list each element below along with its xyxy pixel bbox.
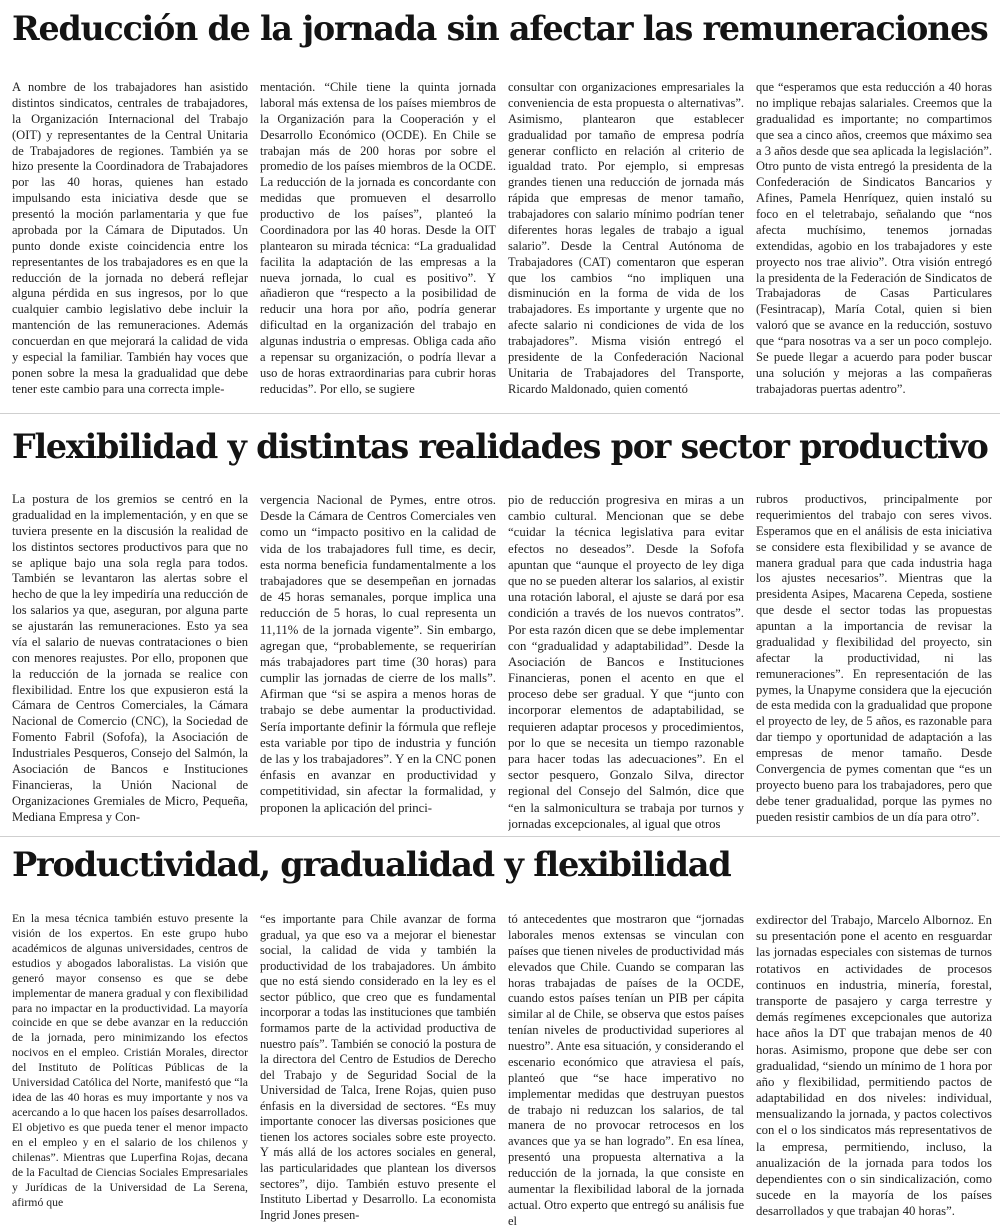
section-headline: Productividad, gradualidad y flexibilidad	[12, 844, 731, 884]
article-section-productividad	[0, 840, 1000, 1230]
article-column-3: tó antecedentes que mostraron que “jornadas laborales menos extensas se vinculan con países que tienen niveles de productividad más elevados que Chile. Cuando se comparan las horas trabajadas de países de la OCDE, cuando estos países tenían un PIB per cápita similar al de Chile, se observa que estos países tenían niveles de productividad superiores al nuestro”. Ante esa situación, y considerando el escenario económico que atraviesa el país, planteó que “se hace imperativo no implementar medidas que destruyan puestos de trabajo ni reduzcan los salarios, de tal manera de no provocar retrocesos en los avances que ya se han logrado”. En esa línea, presentó una propuesta alternativa a la reducción de la jornada, la que consiste en aumentar la flexibilidad laboral de la jornada actual. Otro experto que entregó su análisis fue el	[508, 912, 744, 1228]
section-headline: Reducción de la jornada sin afectar las remuneraciones	[12, 8, 988, 48]
article-column-1: A nombre de los trabajadores han asistido distintos sindicatos, centrales de trabajadores, la Organización Internacional del Trabajo (OIT) y representantes de la Central Unitaria de Trabajadores de regiones. También ya se hizo presente la Coordinadora de Trabajadores por las 40 horas, quienes han estado impulsando esta iniciativa desde que se presentó la moción parlamentaria y que fue aprobada por la Cámara de Diputados. Un punto donde existe coincidencia entre los representantes de los trabajadores es en que la reducción de la jornada no deberá reflejar alguna pérdida en sus ingresos, por lo que cualquier cambio legislativo debe incluir la mantención de las remuneraciones. Además concuerdan en que mejorará la calidad de vida y especial la familiar. También hay voces que ponen sobre la mesa la gradualidad que debe tener este cambio para una correcta imple-	[12, 80, 248, 396]
article-column-2: vergencia Nacional de Pymes, entre otros. Desde la Cámara de Centros Comerciales ven como un “impacto positivo en la calidad de vida de los trabajadores full time, es decir, esta norma beneficia fundamentalmente a los trabajadores que se desempeñan en jornadas de 45 horas semanales, porque implica una reducción de 5 horas, lo cual representa un 11,11% de la jornada vigente”. Sin embargo, agregan que, “probablemente, se requerirían más trabajadores part time (30 horas) para cumplir las jornadas de cierre de los malls”. Afirman que “si se aspira a menos horas de trabajo se debe aumentar la productividad. Sería importante definir la fórmula que refleje esta variable por tipo de industria y función de las y los trabajadores”. Y en la CNC ponen énfasis en avanzar en productividad y competitividad, sin afectar la formalidad, y proponen la aplicación del princi-	[260, 493, 496, 815]
article-column-1: En la mesa técnica también estuvo presente la visión de los expertos. En este grupo hubo académicos de algunas universidades, centros de estudios y abogados laboralistas. La visión que generó mayor consenso es que se debe implementar de manera gradual y con flexibilidad para no impactar en la productividad. La mayoría coincide en que se debe avanzar en la reducción de la jornada, pero minimizando los efectos nocivos en el empleo. Cristián Morales, director del Instituto de Políticas Públicas de la Universidad Católica del Norte, manifestó que “la idea de las 40 horas es muy importante y nos va acercando a lo que hacen los países desarrollados. El objetivo es que pueda tener el menor impacto en el empleo y en el salario de los chilenos y chilenas”. Mientras que Luperfina Rojas, decana de la Facultad de Ciencias Sociales Empresariales y Jurídicas de la Universidad de La Serena, afirmó que	[12, 912, 248, 1209]
article-column-4: rubros productivos, principalmente por requerimientos del trabajo con seres vivos. Esperamos que en el análisis de esta iniciativa se considere esta flexibilidad y se avance de manera gradual para que cada industria haga los ajustes necesarios”. Mientras que la presidenta Asipes, Macarena Cepeda, sostiene que desde el sector todas las propuestas apuntan a la importancia de revisar la gradualidad y flexibilidad del proyecto, sin afectar la productividad, ni las remuneraciones”. En representación de las pymes, la Unapyme considera que la ejecución de esta medida con la gradualidad que propone el proyecto de ley, de 5 años, es razonable para dar tiempo y oportunidad de adaptación a las empresas de menor tamaño. Desde Convergencia de pymes comentan que “es un proyecto bueno para los trabajadores, pero que debe tener gradualidad, porque las pymes no pueden resistir cambios de un día para otro”.	[756, 492, 992, 824]
section-divider	[0, 413, 1000, 414]
article-column-2: “es importante para Chile avanzar de forma gradual, ya que eso va a mejorar el bienestar social, la calidad de vida y también la productividad de los trabajadores. Un ámbito que no está siendo considerado en la ley es el sector público, que creo que es fundamental incorporar a todas las instituciones que también formamos parte de la actividad productiva de nuestro país”. También se conoció la postura de la directora del Centro de Estudios de Derecho del Trabajo y de Seguridad Social de la Universidad de Talca, Irene Rojas, quien puso énfasis en la diversidad de sectores. “Es muy importante conocer las diversas posiciones que tienen los actores sociales sobre este proyecto. Y más allá de los actores sociales en general, las particularidades que plantean los diversos sectores”, dijo. También estuvo presente el Instituto Libertad y Desarrollo. La economista Ingrid Jones presen-	[260, 912, 496, 1222]
article-section-flexibilidad	[0, 420, 1000, 834]
article-column-4: exdirector del Trabajo, Marcelo Albornoz. En su presentación pone el acento en resguardar las jornadas especiales con sistemas de turnos rotativos en actividades de procesos continuos en industria, minería, forestal, transporte de pasajero y carga terrestre y demás regímenes excepcionales que autoriza hace años la DT que trabajan menos de 40 horas. Asimismo, propone que debe ser con gradualidad, “siendo un mínimo de 1 hora por año y flexibilidad, permitiendo pactos de adaptabilidad en dos niveles: individual, mensualizando la jornada, y pactos colectivos con el o los sindicatos más representativos de la empresa, permitiendo, incluso, la anualización de la jornada para todos los dependientes con o sin sindicalización, como sucede en la mayoría de los países desarrollados y que trabajan 40 horas”.	[756, 913, 992, 1219]
article-column-2: mentación. “Chile tiene la quinta jornada laboral más extensa de los países miembros de la Organización para la Cooperación y el Desarrollo Económico (OCDE). En Chile se trabajan más de 200 horas por sobre el promedio de los países miembros de la OCDE. La reducción de la jornada es concordante con medidas que promueven el desarrollo productivo de los países”, planteó la Coordinadora por las 40 horas. Desde la OIT plantearon su mirada técnica: “La gradualidad facilita la adaptación de las empresas a la nueva jornada, lo cual es positivo”. Y añadieron que “respecto a la posibilidad de reducir una hora por año, podría generar dificultad en la organización del trabajo en algunas industria o empresas. Obliga cada año a repensar su organización, o podría llevar a uso de horas extraordinarias para cubrir horas reducidas”. Por ello, se sugiere	[260, 80, 496, 396]
article-column-1: La postura de los gremios se centró en la gradualidad en la implementación, y en que se tuviera presente en la discusión la realidad de los distintos sectores productivos para que no se aplique bajo una sola regla para todos. También se levantaron las alertas sobre el hecho de que la ley impediría una reducción de los salarios ya que, aseguran, por alguna parte se ajustarán las remuneraciones. Esto ya sea vía el salario de nuevas contrataciones o bien con menores reajustes. Por ello, proponen que la reducción de la jornada se realice con flexibilidad. Entre los que expusieron está la Cámara de Centros Comerciales, la Cámara Nacional de Comercio (CNC), la Sociedad de Fomento Fabril (Sofofa), la Asociación de Industriales Pesqueros, Consejo del Salmón, la Asociación de Bancos e Instituciones Financieras, la Unión Nacional de Organizaciones Gremiales de Micro, Pequeña, Mediana Empresa y Con-	[12, 492, 248, 824]
article-column-3: pio de reducción progresiva en miras a un cambio cultural. Mencionan que se debe “cuidar la técnica legislativa para evitar efectos no deseados”. Desde la Sofofa apuntan que “aunque el proyecto de ley diga que no se pueden alterar los salarios, al existir una rotación laboral, el ajuste se dará por esa condición a través de los nuevos contratos”. Por esta razón dicen que se debe implementar con “gradualidad y adaptabilidad”. Desde la Asociación de Bancos e Instituciones Financieras, ponen el acento en que el proceso debe ser gradual. Y que “junto con incorporar elementos de adaptabilidad, se requieren adaptar procesos y procedimientos, por lo que se necesita un tiempo razonable para hacer todas las adecuaciones”. En el sector pesquero, Gonzalo Silva, director regional del Consejo del Salmón, dice que “en la salmonicultura se trabaja por turnos y jornadas excepcionales, al igual que otros	[508, 493, 744, 831]
section-headline: Flexibilidad y distintas realidades por sector productivo	[12, 426, 988, 466]
article-column-3: consultar con organizaciones empresariales la conveniencia de esta propuesta o alternativas”. Asimismo, plantearon que establecer gradualidad por tamaño de empresa podría generar conflicto en relación al criterio de igualdad trato. Por ejemplo, si empresas grandes tienen una reducción de jornada más rápida que empresas de menor tamaño, trabajadores con salario mínimo podrían tener diferentes horas legales de trabajo a igual salario”. Desde la Central Autónoma de Trabajadores (CAT) comentaron que esperan que los cambios “no impliquen una disminución en la forma de vida de los trabajadores. Es importante y urgente que no afecte salario ni condiciones de vida de los trabajadores”. Misma visión entregó el presidente de la Confederación Nacional Unitaria de Trabajadores del Transporte, Ricardo Maldonado, quien comentó	[508, 80, 744, 396]
section-divider	[0, 836, 1000, 837]
article-section-reduccion	[0, 0, 1000, 408]
article-column-4: que “esperamos que esta reducción a 40 horas no implique rebajas salariales. Creemos que la gradualidad es importante; no compartimos que sea a cinco años, creemos que máximo sea a 3 años desde que sea aplicada la legislación”. Otro punto de vista entregó la presidenta de la Confederación de Sindicatos Bancarios y Afines, Pamela Henríquez, quien instaló su foco en el teletrabajo, señalando que “nos afecta muchísimo, tenemos jornadas extendidas, agobio en los trabajadores y este proyecto nos trae alivio”. Otra visión entregó la presidenta de la Federación de Sindicatos de Trabajadoras de Casas Particulares (Fesintracap), María Cotal, quien si bien valoró que se avance en la reducción, sostuvo que “para nosotras va a ser un poco complejo. Se puede llegar a acuerdo para poder buscar una solución y mejoras a las compañeras trabajadoras puertas adentro”.	[756, 80, 992, 396]
